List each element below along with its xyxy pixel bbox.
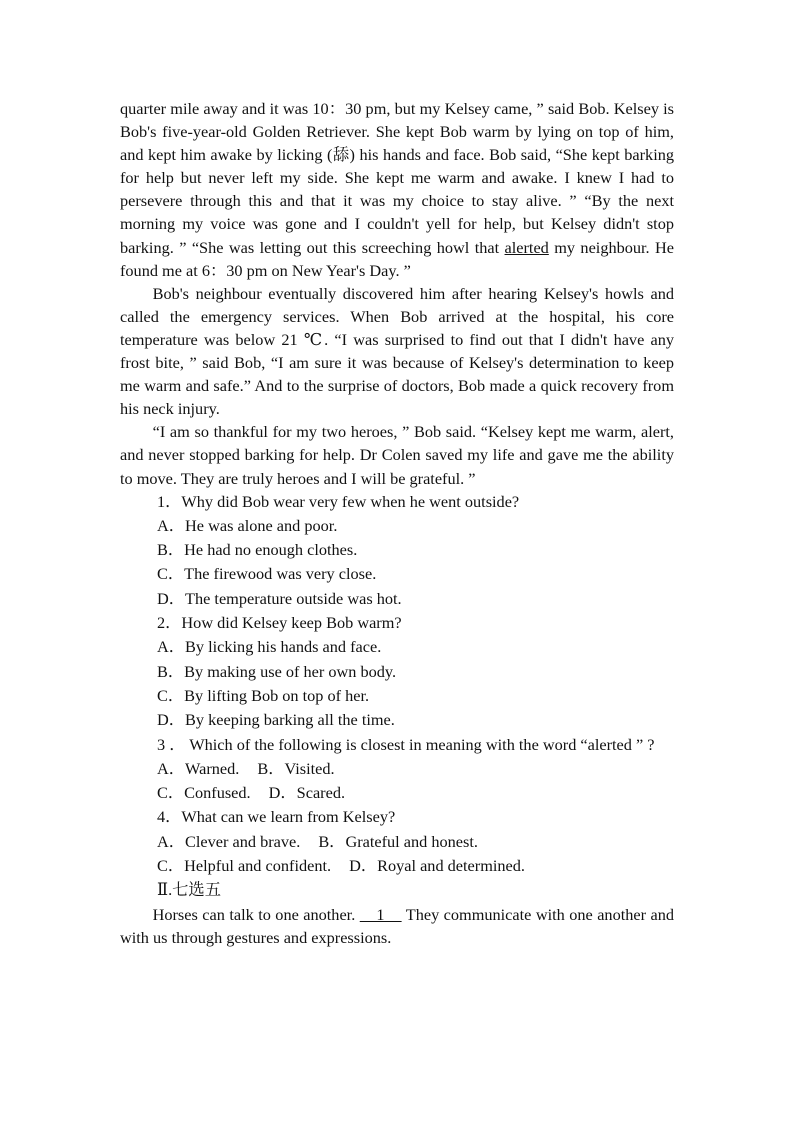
- question-1-option-d: D．The temperature outside was hot.: [157, 588, 402, 608]
- question-1-option-c: C．The firewood was very close.: [157, 564, 377, 584]
- passage-p1-part-a: quarter mile away and it was 10：30 pm, but my Kelsey came, ” said Bob. Kelsey is Bob's five-year-old Golden Retriever. She kept Bob warm by lying on top of him, and kept him awake by licking (舔) his hands and face. Bob said, “She kept barking for help but never left my side. She kept me warm and awake. I knew I had to persevere through this and that it was my choice to stay alive. ” “By the next morning my voice was gone and I couldn't yell for help, but Kelsey didn't stop barking. ” “She was letting out this screeching howl that: [120, 99, 674, 257]
- question-1: [120, 490, 674, 611]
- underlined-word-alerted: alerted: [504, 237, 549, 257]
- question-2-option-a: A．By licking his hands and face.: [157, 637, 382, 657]
- question-3-option-b: B．Visited.: [257, 758, 335, 778]
- section-2-text-before: Horses can talk to one another.: [152, 904, 360, 924]
- section-2-text-after: They communicate with one another and with us through gestures and expressions.: [120, 904, 674, 947]
- question-1-option-a: A．He was alone and poor.: [157, 515, 338, 535]
- passage-p1-part-b: my neighbour. He found me at 6：30 pm on New Year's Day. ”: [120, 237, 675, 280]
- question-4: [120, 805, 674, 878]
- question-2-option-b: B．By making use of her own body.: [157, 661, 397, 681]
- question-4-stem: 4．What can we learn from Kelsey?: [157, 807, 396, 827]
- question-3-option-a: A．Warned.: [157, 758, 240, 778]
- question-2-option-c: C．By lifting Bob on top of her.: [157, 685, 370, 705]
- passage-paragraph-3: “I am so thankful for my two heroes, ” Bob said. “Kelsey kept me warm, alert, and never stopped barking for help. Dr Colen saved my life and gave me the ability to move. They are truly heroes and I will be grateful. ”: [120, 422, 674, 488]
- passage-paragraph-1: [120, 97, 674, 282]
- question-4-option-c: C．Helpful and confident.: [157, 856, 332, 876]
- question-4-options-ab: [120, 830, 674, 854]
- question-3-option-c: C．Confused.: [157, 783, 251, 803]
- question-3-options-ab: [120, 757, 674, 781]
- blank-1[interactable]: 1: [359, 904, 402, 924]
- question-1-option-b: B．He had no enough clothes.: [157, 540, 358, 560]
- question-2-option-d: D．By keeping barking all the time.: [157, 710, 395, 730]
- question-3-option-d: D．Scared.: [268, 783, 346, 803]
- question-4-option-d: D．Royal and determined.: [349, 856, 525, 876]
- question-3-stem: 3 ． Which of the following is closest in meaning with the word “alerted ” ?: [157, 734, 655, 754]
- question-4-options-cd: [120, 854, 674, 878]
- question-1-stem: 1．Why did Bob wear very few when he went outside?: [157, 491, 520, 511]
- passage-paragraph-2: Bob's neighbour eventually discovered him after hearing Kelsey's howls and called the emergency services. When Bob arrived at the hospital, his core temperature was below 21 ℃. “I was surprised to find out that I didn't have any frost bite, ” said Bob, “I am sure it was because of Kelsey's determination to keep me warm and safe.” And to the surprise of doctors, Bob made a quick recovery from his neck injury.: [120, 283, 674, 419]
- question-3-options-cd: [120, 781, 674, 805]
- document-page: [120, 97, 674, 949]
- question-4-option-a: A．Clever and brave.: [157, 831, 301, 851]
- question-2: [120, 611, 674, 732]
- question-3: [120, 733, 674, 806]
- question-2-stem: 2．How did Kelsey keep Bob warm?: [157, 613, 402, 633]
- section-2-title: Ⅱ.七选五: [157, 880, 221, 900]
- section-2-paragraph: [120, 903, 674, 949]
- question-4-option-b: B．Grateful and honest.: [318, 831, 478, 851]
